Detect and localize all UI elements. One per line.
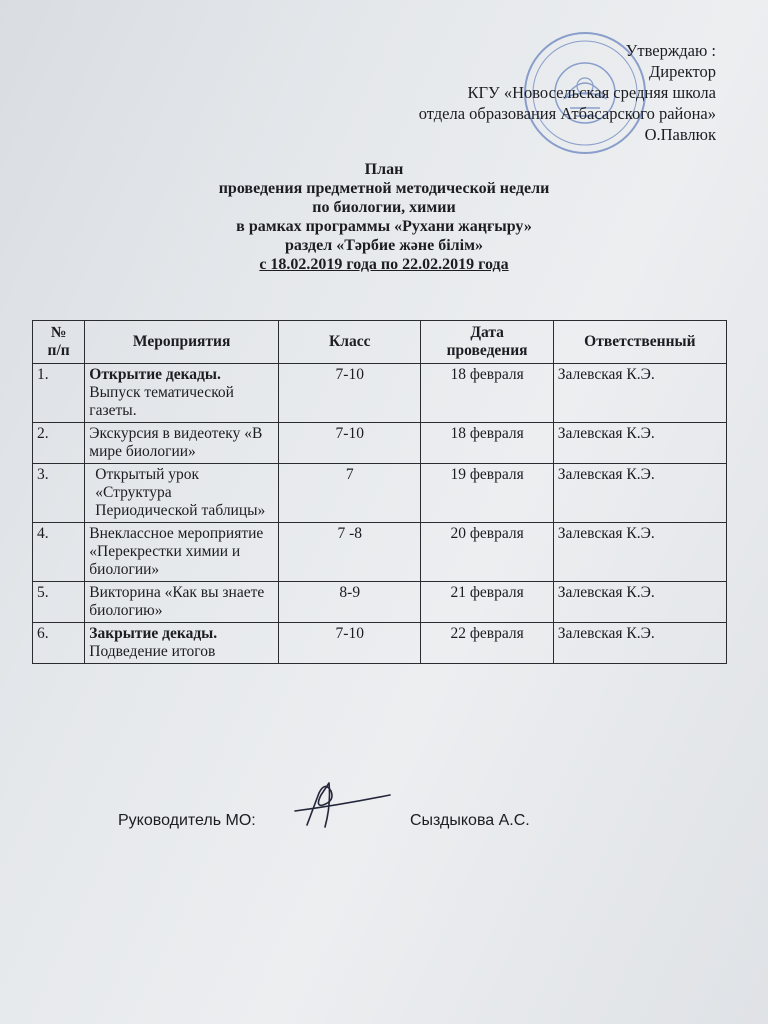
- row-event: [85, 364, 279, 423]
- row-date: 18 февраля: [421, 423, 553, 464]
- row-event: [85, 464, 279, 523]
- row-class: 7 -8: [279, 523, 421, 582]
- document-title: [0, 160, 768, 274]
- approval-block: [419, 40, 716, 145]
- row-class: 7-10: [279, 623, 421, 664]
- signoff-name: Сыздыкова А.С.: [410, 812, 530, 829]
- approval-line: КГУ «Новосельская средняя школа: [467, 83, 716, 102]
- row-event: [85, 523, 279, 582]
- row-responsible: Залевская К.Э.: [553, 364, 726, 423]
- signoff-label: Руководитель МО:: [118, 812, 256, 829]
- approval-line: отдела образования Атбасарского района»: [418, 104, 716, 123]
- event-title: Закрытие декады.: [89, 625, 218, 642]
- table-row: [33, 582, 727, 623]
- row-event: [85, 423, 279, 464]
- header-date: Дата проведения: [421, 321, 553, 364]
- row-date: 21 февраля: [421, 582, 553, 623]
- event-description: Выпуск тематической газеты.: [89, 384, 234, 419]
- table-row: [33, 423, 727, 464]
- row-date: 18 февраля: [421, 364, 553, 423]
- table-row: [33, 623, 727, 664]
- title-line: проведения предметной методической недели: [218, 180, 550, 197]
- row-event: [85, 623, 279, 664]
- row-responsible: Залевская К.Э.: [553, 423, 726, 464]
- title-date-range: с 18.02.2019 года по 22.02.2019 года: [259, 256, 509, 273]
- table-row: [33, 364, 727, 423]
- row-responsible: Залевская К.Э.: [553, 582, 726, 623]
- event-description: Викторина «Как вы знаете биологию»: [89, 584, 265, 619]
- event-description: Подведение итогов: [89, 643, 216, 660]
- row-class: 8-9: [279, 582, 421, 623]
- approval-line: Утверждаю :: [625, 41, 716, 60]
- header-class: Класс: [279, 321, 421, 364]
- row-responsible: Залевская К.Э.: [553, 623, 726, 664]
- row-number: 1.: [33, 364, 85, 423]
- row-date: 19 февраля: [421, 464, 553, 523]
- approval-line: Директор: [649, 62, 716, 81]
- row-date: 20 февраля: [421, 523, 553, 582]
- event-description: Внеклассное мероприятие «Перекрестки химии и биологии»: [89, 525, 264, 578]
- title-line: План: [364, 161, 404, 178]
- approval-signatory: О.Павлюк: [644, 125, 716, 144]
- row-class: 7-10: [279, 364, 421, 423]
- event-description: Экскурсия в видеотеку «В мире биологии»: [89, 425, 263, 460]
- plan-table: [32, 320, 727, 664]
- row-date: 22 февраля: [421, 623, 553, 664]
- title-line: по биологии, химии: [312, 199, 456, 216]
- event-title: Открытие декады.: [89, 366, 221, 383]
- row-responsible: Залевская К.Э.: [553, 523, 726, 582]
- row-event: [85, 582, 279, 623]
- row-class: 7: [279, 464, 421, 523]
- header-responsible: Ответственный: [553, 321, 726, 364]
- row-class: 7-10: [279, 423, 421, 464]
- table-header-row: [33, 321, 727, 364]
- row-number: 4.: [33, 523, 85, 582]
- table-row: [33, 464, 727, 523]
- handwritten-signature-icon: [285, 775, 395, 835]
- row-number: 2.: [33, 423, 85, 464]
- row-number: 6.: [33, 623, 85, 664]
- row-responsible: Залевская К.Э.: [553, 464, 726, 523]
- row-number: 5.: [33, 582, 85, 623]
- header-event: Мероприятия: [85, 321, 279, 364]
- event-description: Открытый урок «Структура Периодической таблицы»: [95, 466, 266, 519]
- title-line: в рамках программы «Рухани жаңғыру»: [236, 218, 532, 235]
- table-row: [33, 523, 727, 582]
- title-line: раздел «Тәрбие және білім»: [285, 237, 483, 254]
- header-number: № п/п: [33, 321, 85, 364]
- row-number: 3.: [33, 464, 85, 523]
